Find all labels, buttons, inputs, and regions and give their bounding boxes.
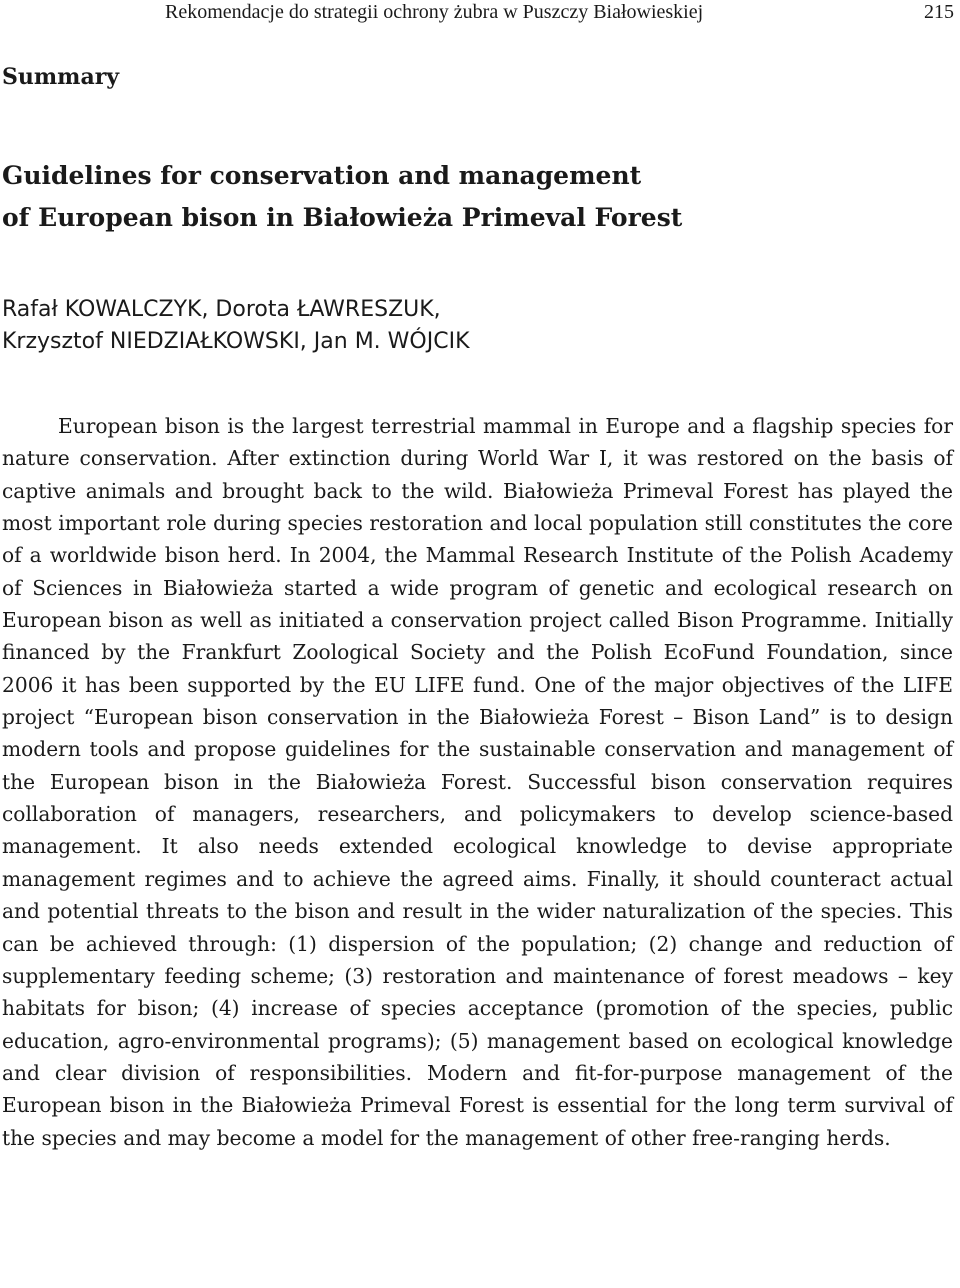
paper-title-line-1: Guidelines for conservation and management (2, 161, 642, 190)
author-list (2, 294, 952, 358)
author-line-1: Rafał KOWALCZYK, Dorota ŁAWRESZUK, (2, 297, 441, 322)
running-title: Rekomendacje do strategii ochrony żubra w Puszczy Białowieskiej (165, 1, 704, 23)
paper-title-line-2: of European bison in Białowieża Primeval Forest (2, 203, 683, 232)
running-header (0, 0, 960, 24)
section-label: Summary (2, 64, 120, 90)
abstract-paragraph: European bison is the largest terrestrial mammal in Europe and a flagship species for nature conservation. After extinction during World War I, it was restored on the basis of captive animals and brought back to the wild. Białowieża Primeval Forest has played the most important role during species restoration and local population still constitutes the core of a worldwide bison herd. In 2004, the Mammal Research Institute of the Polish Academy of Sciences in Białowieża started a wide program of genetic and ecological research on European bison as well as initiated a conservation project called Bison Programme. Initially financed by the Frankfurt Zoological Society and the Polish EcoFund Foundation, since 2006 it has been supported by the EU LIFE fund. One of the major objectives of the LIFE project “European bison conservation in the Białowieża Forest – Bison Land” is to design modern tools and propose guidelines for the sustainable conservation and management of the European bison in the Białowieża Forest. Successful bison conservation requires collaboration of managers, researchers, and policymakers to develop science-based management. It also needs extended ecological knowledge to devise appropriate management regimes and to achieve the agreed aims. Finally, it should counteract actual and potential threats to the bison and result in the wider naturalization of the species. This can be achieved through: (1) dispersion of the population; (2) change and reduction of supplementary feeding scheme; (3) restoration and maintenance of forest meadows – key habitats for bison; (4) increase of species acceptance (promotion of the species, public education, agro-environmental programs); (5) management based on ecological knowledge and clear division of responsibilities. Modern and fit-for-purpose management of the European bison in the Białowieża Primeval Forest is essential for the long term survival of the species and may become a model for the management of other free-ranging herds. (2, 414, 953, 1150)
paper-title (2, 155, 952, 239)
author-line-2: Krzysztof NIEDZIAŁKOWSKI, Jan M. WÓJCIK (2, 329, 470, 354)
page-number: 215 (924, 1, 954, 23)
